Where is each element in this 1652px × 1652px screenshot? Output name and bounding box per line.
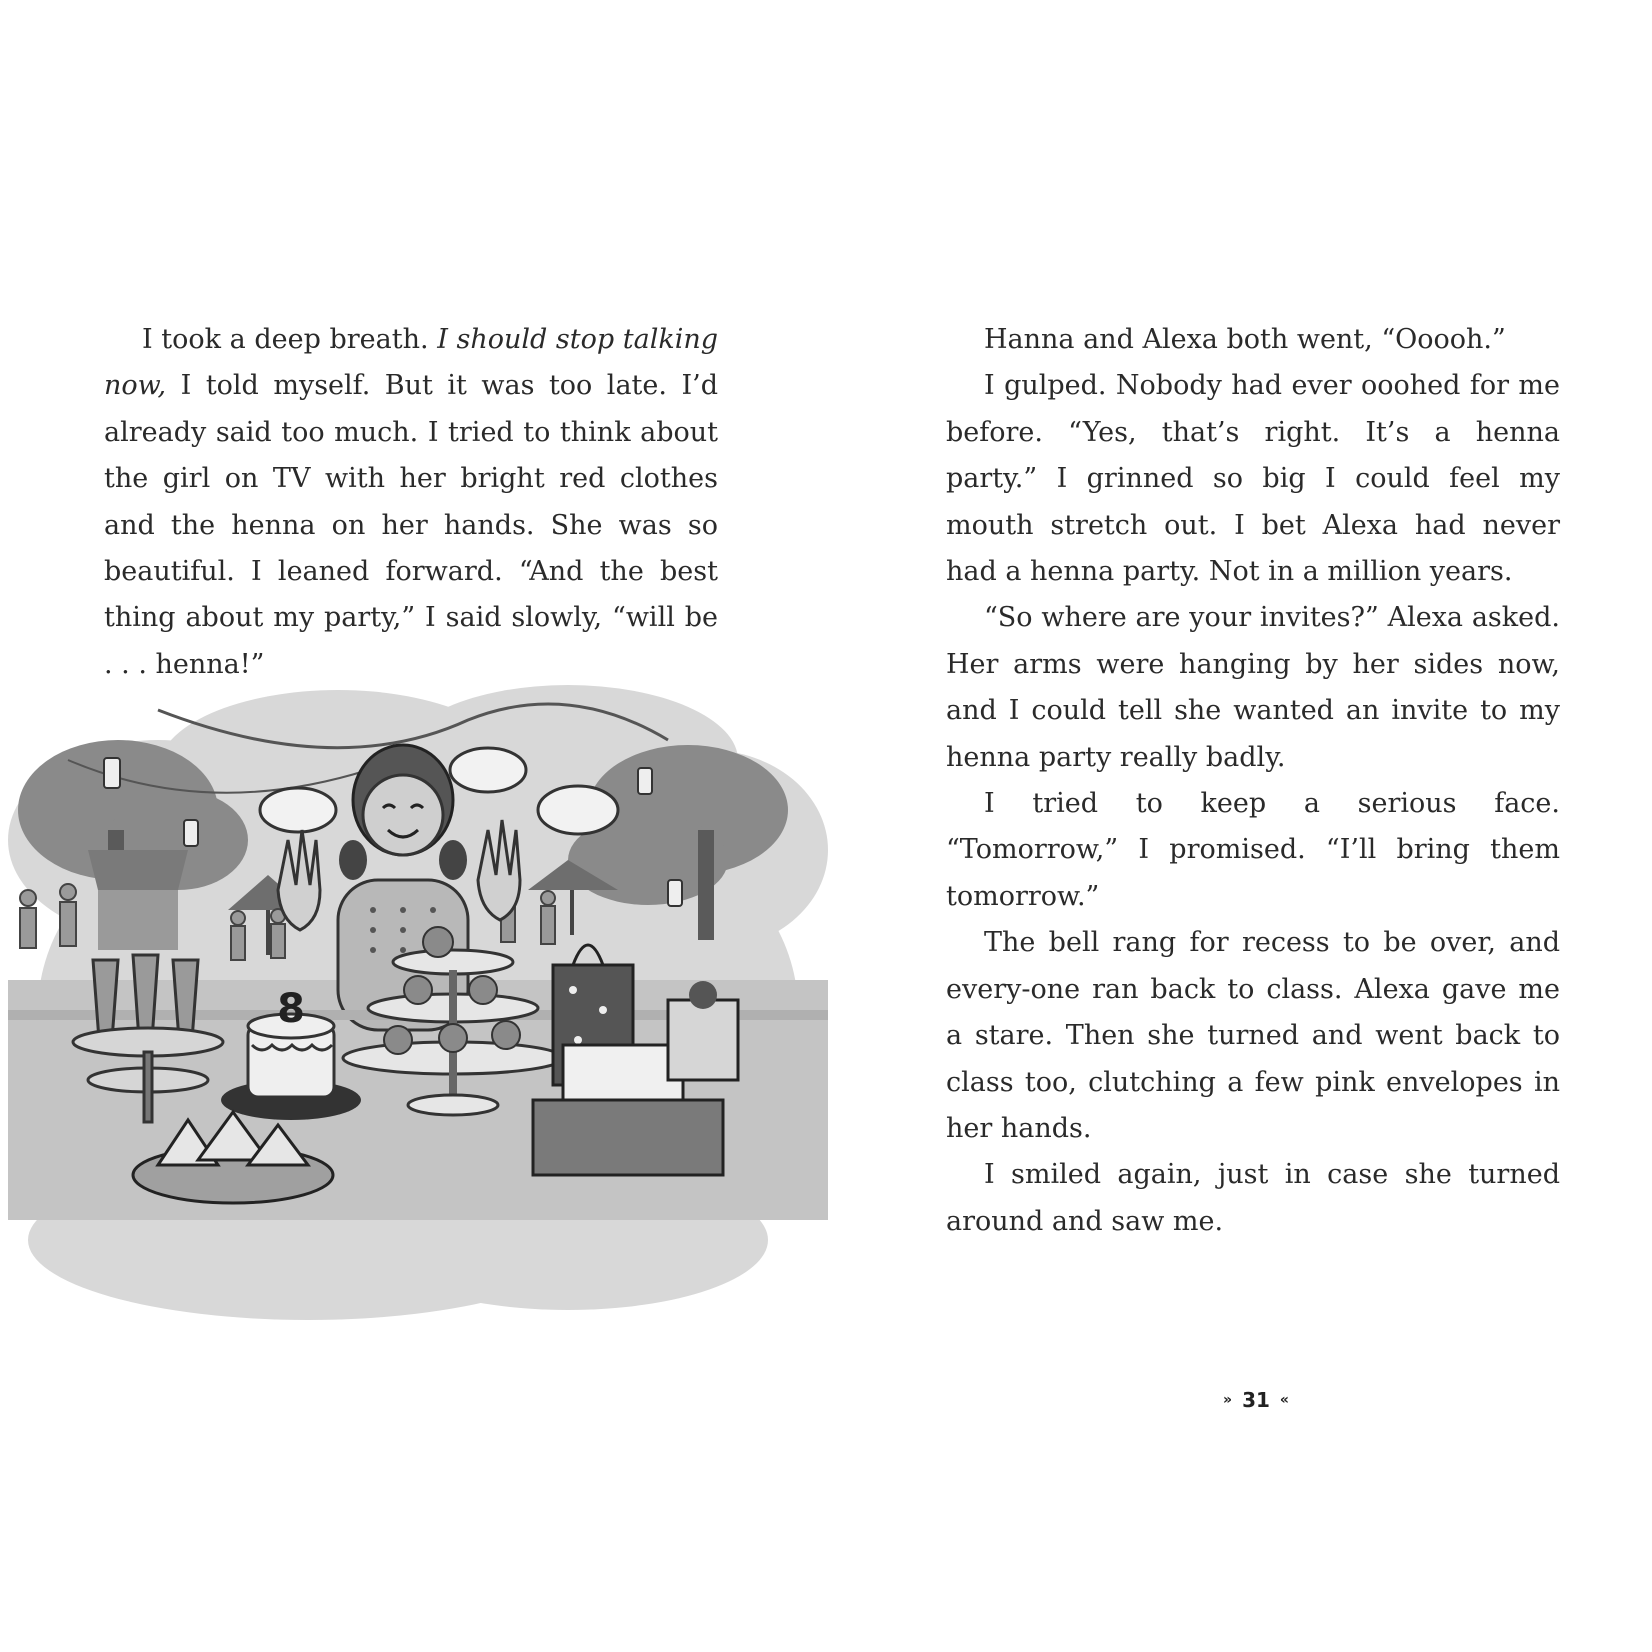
paragraph: The bell rang for recess to be over, and every-one ran back to class. Alexa gave me a stare. Then she turned and went back to class too, clutching a few pink envelopes in her hands. xyxy=(946,927,1560,1144)
cake-number-label: 8 xyxy=(277,986,305,1032)
paragraph: I smiled again, just in case she turned around and saw me. xyxy=(946,1159,1560,1237)
paragraph: “So where are your invites?” Alexa asked. Her arms were hanging by her sides now, and I could tell she wanted an invite to my henna party really badly. xyxy=(946,602,1560,773)
italic-thought: I should stop talking now, xyxy=(104,324,719,402)
party-illustration xyxy=(8,680,828,1320)
paragraph xyxy=(104,317,718,688)
stall-left xyxy=(88,850,188,950)
left-page-text xyxy=(104,317,718,688)
paragraph: Hanna and Alexa both went, “Ooooh.” xyxy=(984,324,1506,355)
paragraph-start: I took a deep breath. xyxy=(142,324,438,355)
right-page-text xyxy=(946,317,1560,1245)
paragraph-rest: I told myself. But it was too late. I’d already said too much. I tried to think about the girl on TV with her bright red clothes and the henna on her hands. She was so beautiful. I leaned forward. “And the best thing about my party,” I said slowly, “will be . . . henna!” xyxy=(104,370,718,680)
page-number-ornament-left: » xyxy=(1223,1392,1233,1408)
page-number-ornament-right: « xyxy=(1279,1392,1289,1408)
paragraph: I gulped. Nobody had ever ooohed for me before. “Yes, that’s right. It’s a henna party.” I grinned so big I could feel my mouth stretch out. I bet Alexa had never had a henna party. Not in a million years. xyxy=(946,370,1560,588)
page-number-value: 31 xyxy=(1242,1388,1270,1412)
paragraph: I tried to keep a serious face. “Tomorrow,” I promised. “I’ll bring them tomorrow.” xyxy=(946,788,1560,912)
page-number xyxy=(1223,1384,1289,1416)
